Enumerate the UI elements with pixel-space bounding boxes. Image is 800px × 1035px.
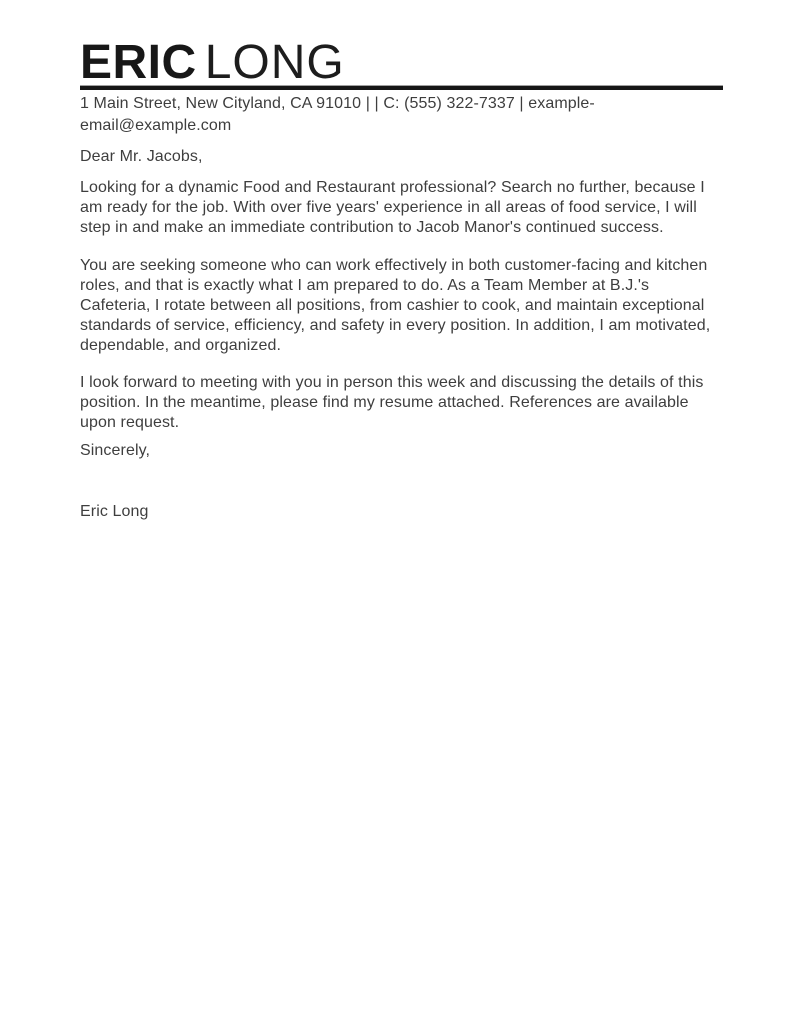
signature-name: Eric Long [80, 503, 149, 520]
letter-paragraph: I look forward to meeting with you in person this week and discussing the details of this position. In the meantime, please find my resume attached. References are available upon request. [80, 374, 704, 431]
letter-paragraph: Looking for a dynamic Food and Restaurant professional? Search no further, because I am ready for the job. With over five years' experience in all areas of food service, I will step in and make an immediate contribution to Jacob Manor's continued success. [80, 179, 705, 236]
salutation: Dear Mr. Jacobs, [80, 148, 203, 165]
applicant-first-name: ERIC [80, 36, 197, 89]
letter-paragraph: You are seeking someone who can work effectively in both customer-facing and kitchen roles, and that is exactly what I am prepared to do. As a Team Member at B.J.'s Cafeteria, I rotate between all positions, from cashier to cook, and maintain exceptional standards of service, efficiency, and safety in every position. In addition, I am motivated, dependable, and organized. [80, 257, 711, 354]
applicant-name [80, 36, 725, 89]
closing: Sincerely, [80, 442, 151, 459]
applicant-last-name: LONG [204, 36, 345, 89]
letterhead [80, 36, 725, 137]
contact-line-2: email@example.com [80, 117, 232, 134]
contact-line-1: 1 Main Street, New Cityland, CA 91010 | | C: (555) 322-7337 | example- [80, 95, 595, 112]
contact-info [80, 93, 723, 137]
letter-body [80, 147, 712, 522]
